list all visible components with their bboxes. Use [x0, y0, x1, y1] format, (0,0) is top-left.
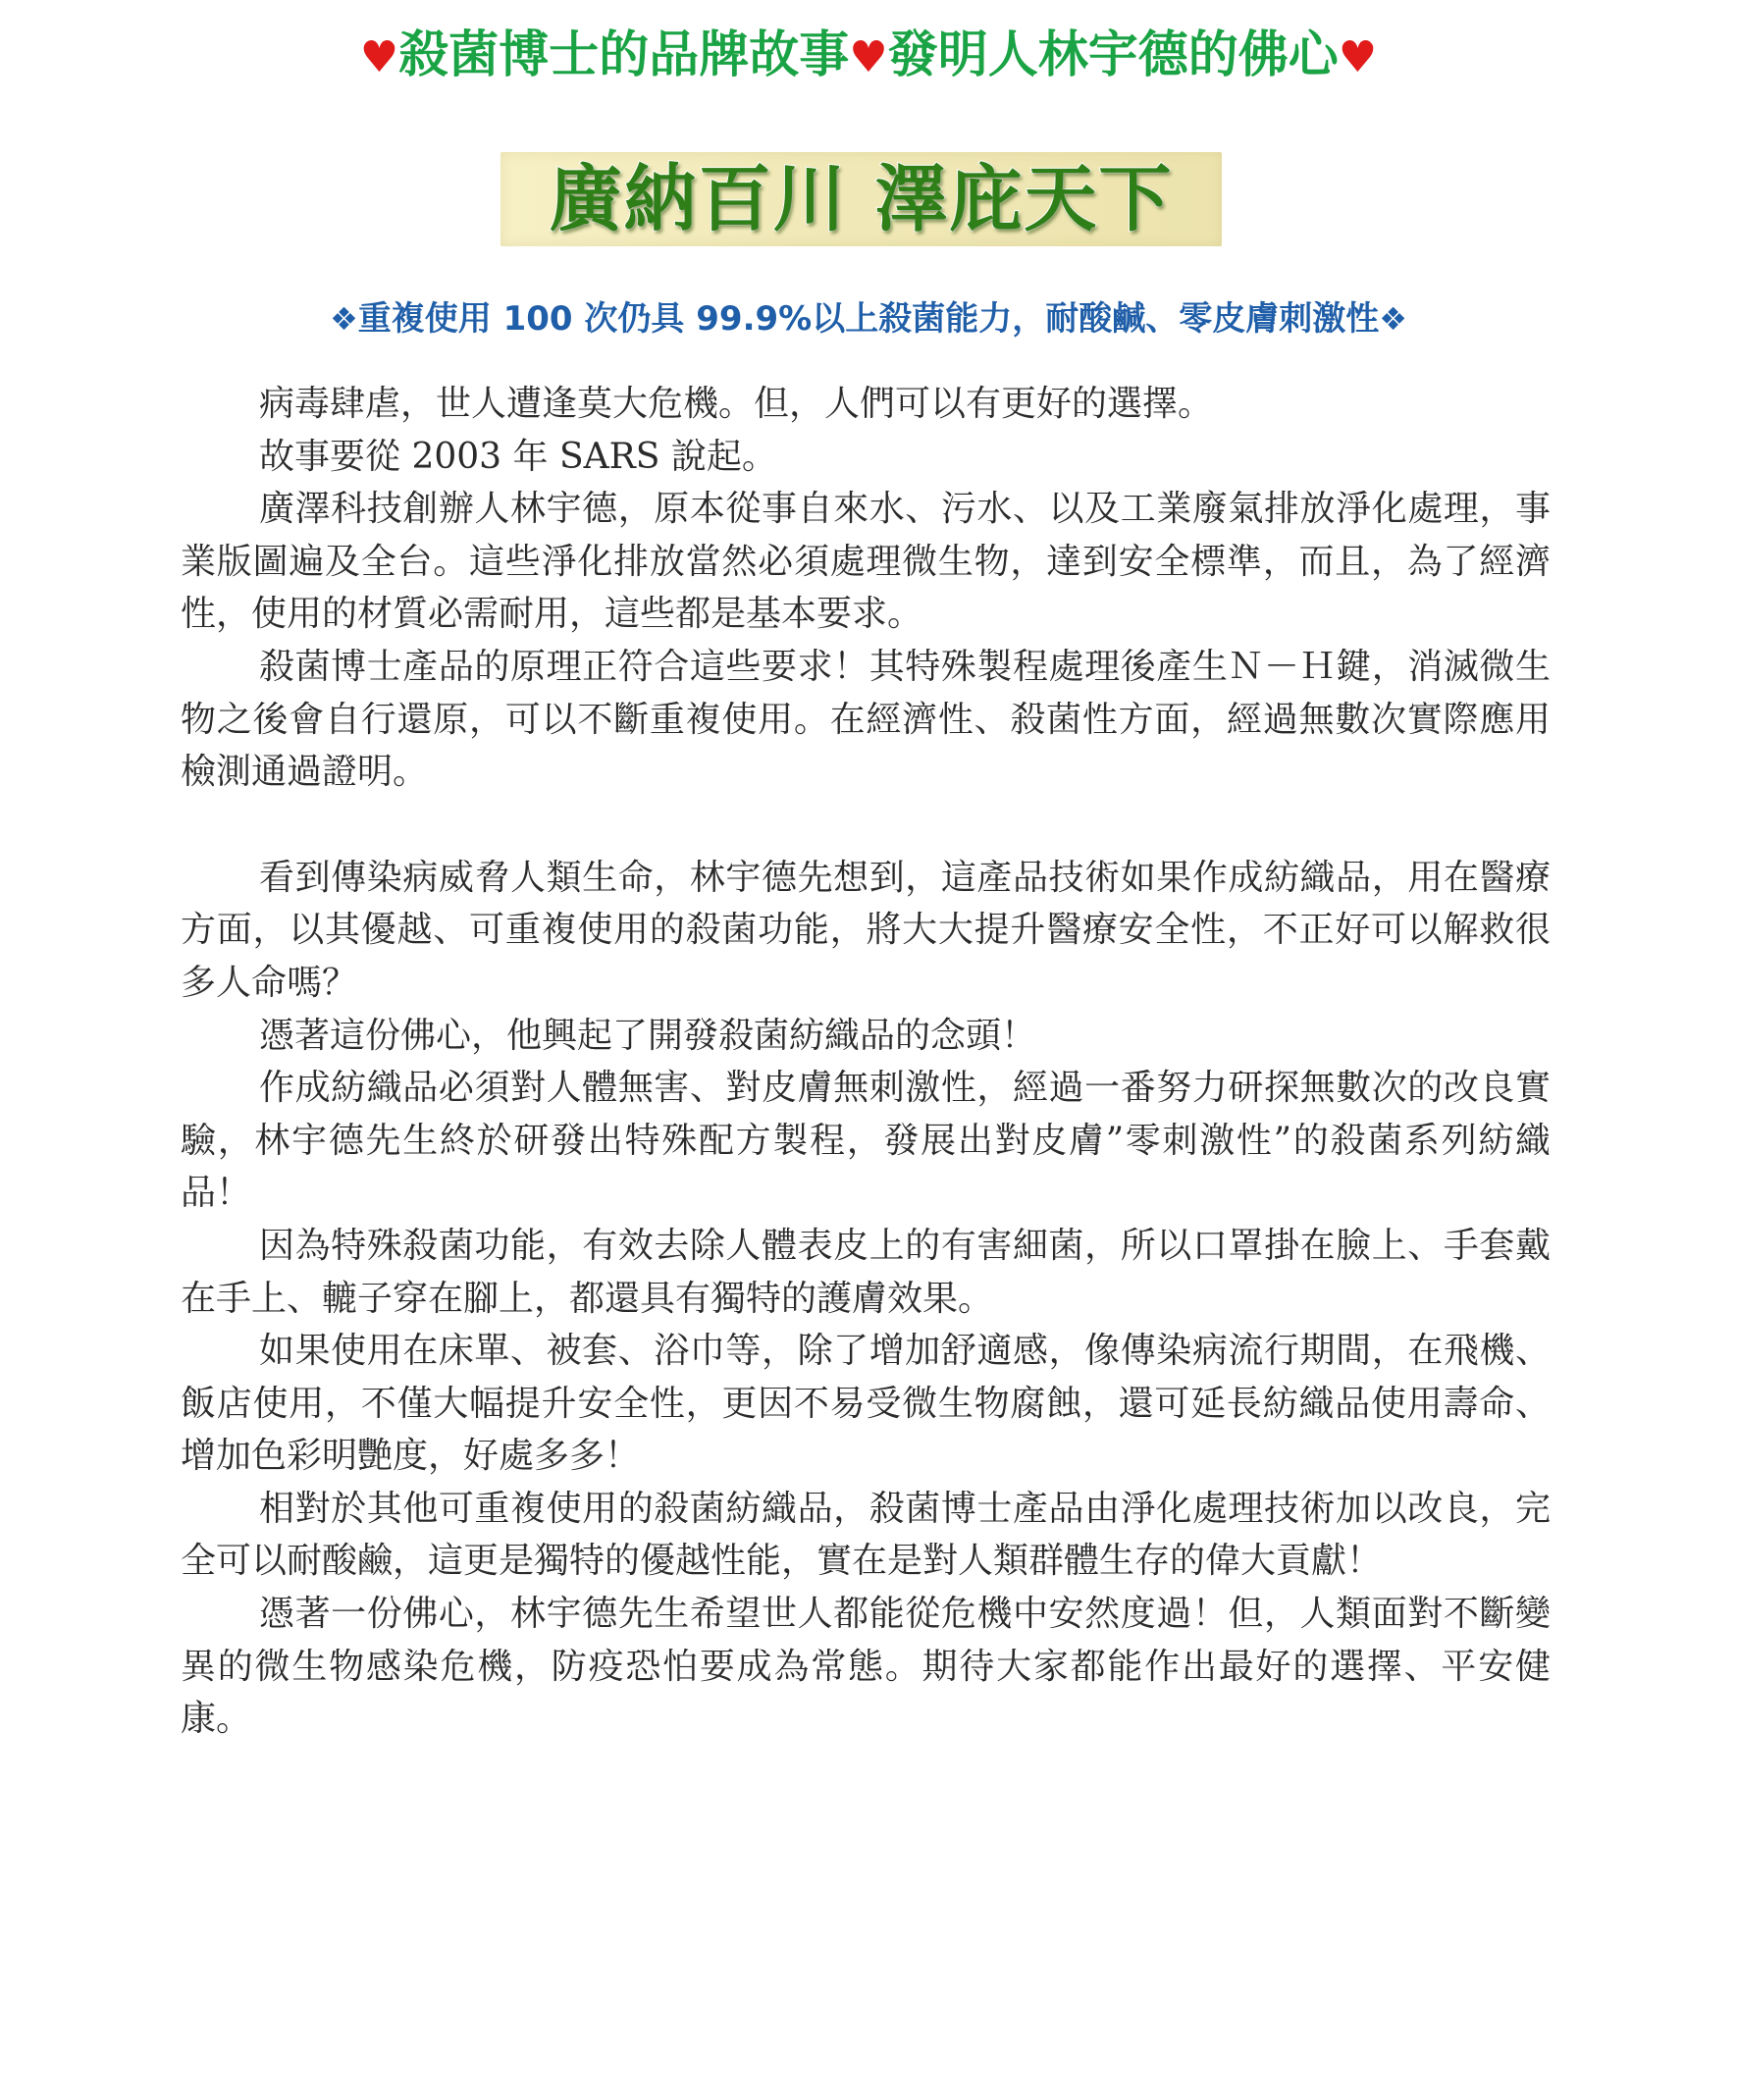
feature-subtitle [0, 294, 1737, 343]
heart-icon: ♥ [849, 32, 888, 82]
heart-icon: ♥ [359, 32, 399, 82]
story-paragraph: 廣澤科技創辦人林宇德，原本從事自來水、污水、以及工業廢氣排放淨化處理，事業版圖遍及全台。這些淨化排放當然必須處理微生物，達到安全標準，而且，為了經濟性，使用的材質必需耐用，這些都是基本要求。 [181, 489, 1551, 635]
page-title [0, 22, 1737, 92]
story-body [181, 378, 1551, 1746]
story-paragraph: 憑著這份佛心，他興起了開發殺菌紡織品的念頭！ [259, 1015, 1037, 1056]
subtitle-text: 重複使用 100 次仍具 99.9%以上殺菌能力，耐酸鹹、零皮膚刺激性 [357, 299, 1380, 339]
slogan-banner [500, 152, 1222, 246]
story-paragraph: 看到傳染病威脅人類生命，林宇德先想到，這產品技術如果作成紡織品，用在醫療方面，以其優越、可重複使用的殺菌功能，將大大提升醫療安全性，不正好可以解救很多人命嗎？ [181, 857, 1551, 1003]
story-paragraph: 相對於其他可重複使用的殺菌紡織品，殺菌博士產品由淨化處理技術加以改良，完全可以耐酸鹼，這更是獨特的優越性能，實在是對人類群體生存的偉大貢獻！ [181, 1488, 1551, 1582]
diamond-icon: ❖ [1379, 300, 1407, 338]
heart-icon: ♥ [1338, 32, 1378, 82]
story-paragraph: 如果使用在床單、被套、浴巾等，除了增加舒適感，像傳染病流行期間，在飛機、飯店使用，不僅大幅提升安全性，更因不易受微生物腐蝕，還可延長紡織品使用壽命、增加色彩明艷度，好處多多！ [181, 1331, 1551, 1477]
slogan-text: 廣納百川 澤庇天下 [549, 157, 1174, 241]
story-paragraph: 故事要從 2003 年 SARS 說起。 [259, 436, 777, 477]
paragraph-spacer [181, 799, 1551, 852]
story-paragraph: 因為特殊殺菌功能，有效去除人體表皮上的有害細菌，所以口罩掛在臉上、手套戴在手上、轆子穿在腳上，都還具有獨特的護膚效果。 [181, 1225, 1551, 1319]
story-paragraph: 病毒肆虐，世人遭逢莫大危機。但，人們可以有更好的選擇。 [259, 384, 1214, 424]
diamond-icon: ❖ [330, 300, 358, 338]
story-paragraph: 憑著一份佛心，林宇德先生希望世人都能從危機中安然度過！但，人類面對不斷變異的微生物感染危機，防疫恐怕要成為常態。期待大家都能作出最好的選擇、平安健康。 [181, 1594, 1551, 1740]
story-paragraph: 殺菌博士產品的原理正符合這些要求！其特殊製程處理後產生Ｎ－Ｈ鍵，消滅微生物之後會自行還原，可以不斷重複使用。在經濟性、殺菌性方面，經過無數次實際應用檢測通過證明。 [181, 646, 1551, 793]
title-inventor: 發明人林宇德的佛心 [887, 26, 1339, 84]
title-brand-story: 殺菌博士的品牌故事 [398, 26, 850, 84]
story-paragraph: 作成紡織品必須對人體無害、對皮膚無刺激性，經過一番努力研探無數次的改良實驗，林宇德先生終於研發出特殊配方製程，發展出對皮膚”零刺激性”的殺菌系列紡織品！ [181, 1068, 1551, 1214]
